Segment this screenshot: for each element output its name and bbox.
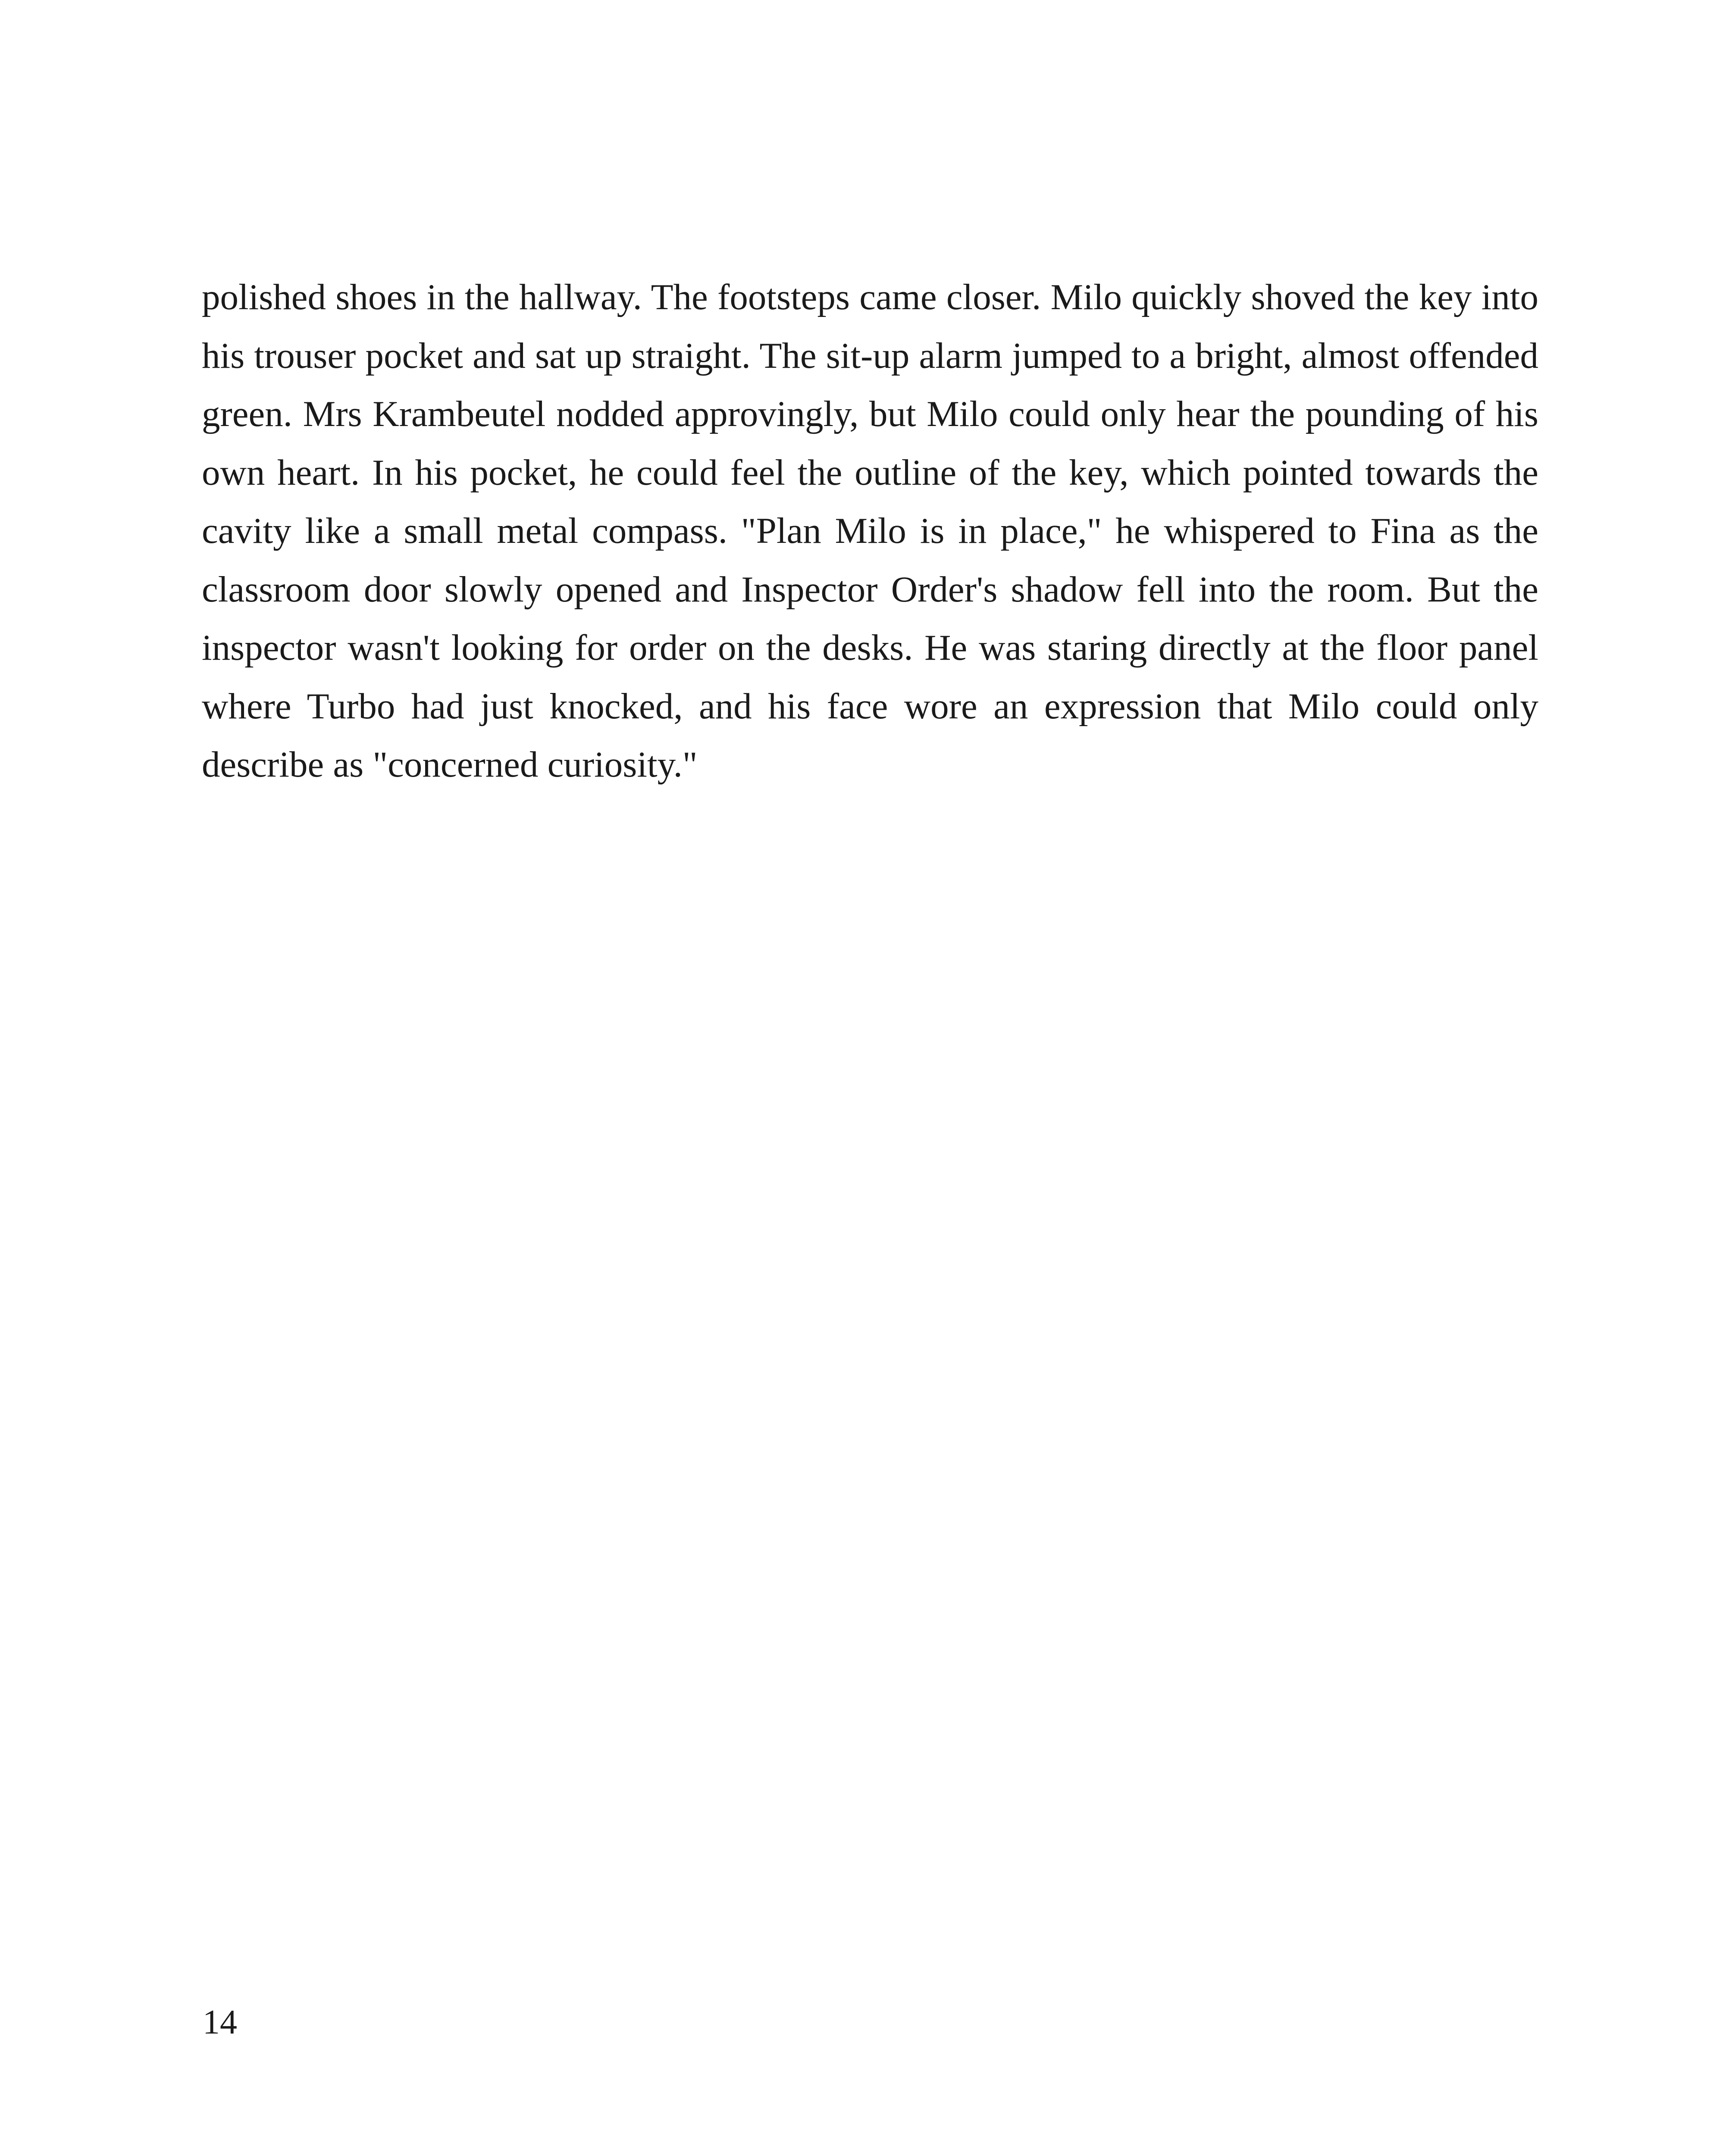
body-paragraph: polished shoes in the hallway. The footsteps came closer. Milo quickly shoved the key into his trouser pocket and sat up straight. The sit-up alarm jumped to a bright, almost offended green. Mrs Krambeutel nodded approvingly, but Milo could only hear the pounding of his own heart. In his pocket, he could feel the outline of the key, which pointed towards the cavity like a small metal compass. "Plan Milo is in place," he whispered to Fina as the classroom door slowly opened and Inspector Order's shadow fell into the room. But the inspector wasn't looking for order on the desks. He was staring directly at the floor panel where Turbo had just knocked, and his face wore an expression that Milo could only describe as "concerned curiosity." [202, 277, 1538, 785]
page-number: 14 [203, 2003, 237, 2041]
